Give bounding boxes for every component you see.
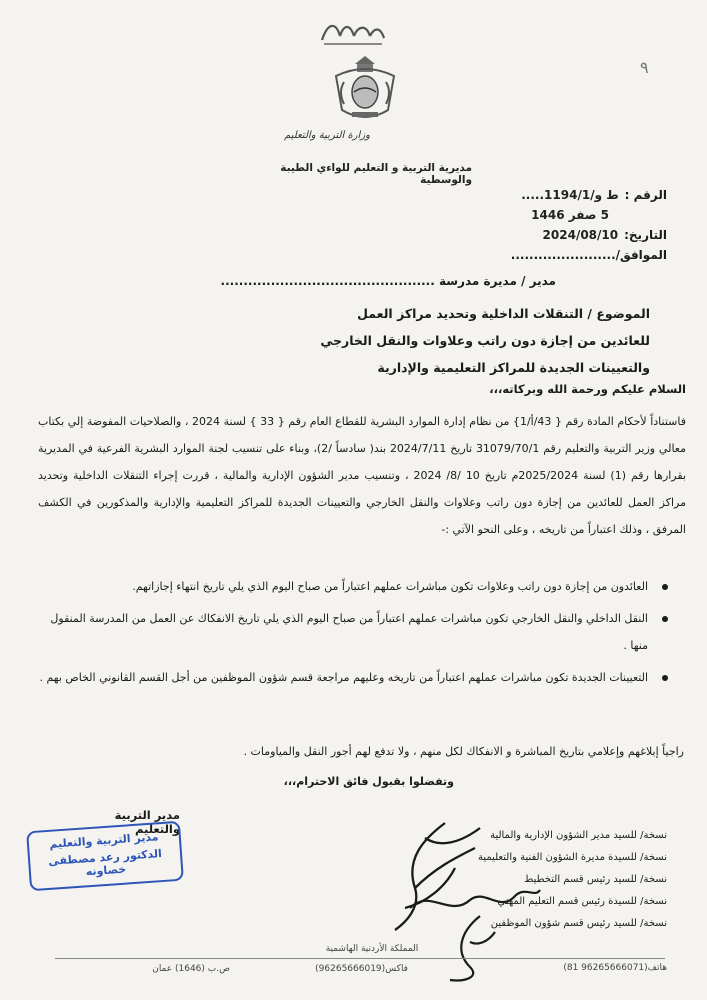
ministry-name: وزارة التربية والتعليم bbox=[284, 130, 370, 141]
bullet-list bbox=[38, 573, 678, 696]
subject-block bbox=[60, 300, 650, 381]
bullet-item: العائدون من إجازة دون راتب وعلاوات تكون مباشرات عملهم اعتباراً من صباح اليوم الذي يلي تاريخ انتهاء إجازاتهم. bbox=[38, 573, 678, 600]
margin-mark: ٩ bbox=[640, 58, 649, 77]
director-title: مدير التربية والتعليم bbox=[114, 808, 180, 836]
reference-number-row bbox=[427, 185, 667, 205]
reference-number-value: ط و/1194/1..... bbox=[521, 188, 619, 202]
gregorian-date-value: 2024/08/10 bbox=[542, 228, 619, 242]
copy-recipient: نسخة/ للسيد مدير الشؤون الإدارية والمالية bbox=[490, 830, 667, 841]
greeting: السلام عليكم ورحمة الله وبركاته،،، bbox=[489, 382, 686, 396]
body-paragraph: فاستناداً لأحكام المادة رقم { 43/أ/1} من نظام إدارة الموارد البشرية للقطاع العام رقم { 33 } لسنة 2024 ، والصلاحيات المفوضة إلي بكتاب معالي وزير التربية والتعليم رقم 31079/70/1 تاريخ 2024/7/11 بند( سادساً /2)، وبناء على تنسيب لجنة الموارد البشرية الفرعية في المديرية بقرارها رقم (1) لسنة 2025/2024م تاريخ 10 /8/ 2024 ، وتنسيب مدير الشؤون الإدارية والمالية ، قررت إجراء التنقلات الداخلية وتحديد مراكز العمل للعائدين من إجازة دون راتب وعلاوات والنقل الخارجي والتعيينات الجديدة للمراكز التعليمية والإدارية والمذكورين في الكشف المرفق ، وذلك اعتباراً من تاريخه ، وعلى النحو الآتي :- bbox=[38, 415, 687, 536]
closing-request: راجياً إبلاغهم وإعلامي بتاريخ المباشرة و الانفكاك لكل منهم ، ولا تدفع لهم أجور النقل والمياومات . bbox=[243, 745, 684, 758]
copy-recipient: نسخة/ للسيدة مديرة الشؤون الفنية والتعليمية bbox=[477, 852, 667, 863]
letter-body bbox=[38, 408, 686, 543]
official-stamp bbox=[26, 821, 184, 892]
stamp-name: الدكتور رعد مصطفى خصاونه bbox=[47, 847, 163, 879]
calligraphy-header-icon bbox=[318, 14, 388, 48]
copy-recipient: نسخة/ للسيد رئيس قسم شؤون الموظفين bbox=[490, 918, 667, 929]
footer-po-box: ص.ب (1646) عمان bbox=[152, 964, 230, 974]
copy-recipient: نسخة/ للسيد رئيس قسم التخطيط bbox=[524, 874, 667, 885]
subject-line-3: والتعيينات الجديدة للمراكز التعليمية والإدارية bbox=[377, 360, 650, 375]
agreed-label: الموافق/....................... bbox=[510, 248, 667, 262]
jordan-coat-of-arms-icon bbox=[330, 52, 400, 126]
subject-line-1: الموضوع / التنقلات الداخلية وتحديد مراكز العمل bbox=[357, 306, 650, 321]
hijri-date-value: 5 صفر 1446 bbox=[531, 208, 609, 222]
stamp-title: مدير التربية والتعليم bbox=[48, 830, 159, 851]
bullet-item: النقل الداخلي والنقل الخارجي تكون مباشرات عملهم اعتباراً من صباح اليوم الذي يلي تاريخ الانفكاك عن العمل من المدرسة المنقول منها . bbox=[38, 605, 678, 659]
agreed-row bbox=[427, 245, 667, 265]
reference-block bbox=[427, 185, 667, 265]
footer-kingdom: المملكة الأردنية الهاشمية bbox=[325, 944, 419, 954]
footer-phone: هاتف(96265666071 81) bbox=[563, 963, 667, 973]
subject-line-2: للعائدين من إجازة دون راتب وعلاوات والنقل الخارجي bbox=[320, 333, 650, 348]
bullet-item: التعيينات الجديدة تكون مباشرات عملهم اعتباراً من تاريخه وعليهم مراجعة قسم شؤون الموظفين من أجل القسم القانوني الخاص بهم . bbox=[38, 664, 678, 691]
copy-recipient: نسخة/ للسيدة رئيس قسم التعليم المهني bbox=[497, 896, 667, 907]
footer-divider bbox=[55, 958, 665, 959]
closing-regards: وتفضلوا بقبول فائق الاحترام،،، bbox=[283, 775, 454, 788]
hijri-date-row bbox=[427, 205, 667, 225]
handwritten-signature-icon bbox=[440, 912, 500, 984]
date-label: التاريخ: bbox=[624, 228, 667, 242]
directorate-name: مديرية التربية و التعليم للواءي الطيبة والوسطية bbox=[280, 162, 472, 186]
addressee-line: مدير / مديرة مدرسة ............................................... bbox=[220, 274, 556, 288]
date-row bbox=[427, 225, 667, 245]
reference-number-label: الرقم : bbox=[624, 188, 667, 202]
footer-fax: فاكس(96265666019) bbox=[315, 964, 408, 974]
